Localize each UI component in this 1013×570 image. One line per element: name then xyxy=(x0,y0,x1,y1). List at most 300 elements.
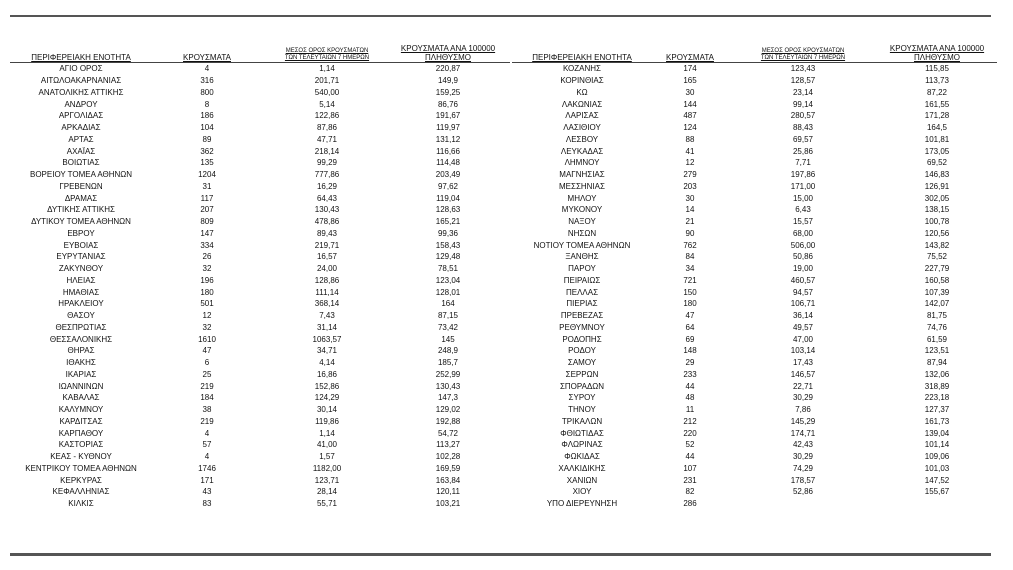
region-cell: ΦΛΩΡΙΝΑΣ xyxy=(561,440,603,450)
cases-cell: 47 xyxy=(685,311,695,321)
cases-cell: 220 xyxy=(683,428,697,438)
left-table-body xyxy=(10,63,510,510)
region-cell: ΔΥΤΙΚΟΥ ΤΟΜΕΑ ΑΘΗΝΩΝ xyxy=(31,217,131,227)
per-100k-cell: 149,9 xyxy=(437,76,459,86)
per-100k-cell: 100,78 xyxy=(924,217,950,227)
region-cell: ΠΑΡΟΥ xyxy=(568,264,596,274)
region-cell: ΘΗΡΑΣ xyxy=(67,346,95,356)
header-cases: ΚΡΟΥΣΜΑΤΑ xyxy=(183,53,231,62)
table-row xyxy=(512,169,997,181)
region-cell: ΚΑΡΔΙΤΣΑΣ xyxy=(59,416,103,426)
cases-cell: 83 xyxy=(202,499,212,509)
region-cell: ΚΕΦΑΛΛΗΝΙΑΣ xyxy=(52,487,110,497)
per-100k-cell: 120,56 xyxy=(924,228,950,238)
table-row xyxy=(512,357,997,369)
avg-7-days-cell: 368,14 xyxy=(314,299,340,309)
avg-7-days-cell: 19,00 xyxy=(792,264,814,274)
cases-cell: 316 xyxy=(200,76,214,86)
avg-7-days-cell: 49,57 xyxy=(792,322,814,332)
table-row xyxy=(10,157,510,169)
avg-7-days-cell: 146,57 xyxy=(790,369,816,379)
avg-7-days-cell: 1182,00 xyxy=(312,463,342,473)
avg-7-days-cell: 128,57 xyxy=(790,76,816,86)
table-row xyxy=(10,439,510,451)
per-100k-cell: 147,3 xyxy=(437,393,459,403)
region-cell: ΛΗΜΝΟΥ xyxy=(564,158,600,168)
table-row xyxy=(10,275,510,287)
table-row xyxy=(512,286,997,298)
table-row xyxy=(10,357,510,369)
right-table-header xyxy=(512,36,997,63)
header-avg-line2: ΤΩΝ ΤΕΛΕΥΤΑΙΩΝ 7 ΗΜΕΡΩΝ xyxy=(760,55,846,61)
region-cell: ΑΡΚΑΔΙΑΣ xyxy=(61,123,101,133)
cases-cell: 1204 xyxy=(198,170,216,180)
avg-7-days-cell: 47,71 xyxy=(316,134,338,144)
cases-cell: 44 xyxy=(685,381,695,391)
cases-cell: 90 xyxy=(685,228,695,238)
per-100k-cell: 54,72 xyxy=(437,428,459,438)
cases-cell: 30 xyxy=(685,87,695,97)
table-row xyxy=(512,181,997,193)
cases-cell: 207 xyxy=(200,205,214,215)
cases-cell: 89 xyxy=(202,134,212,144)
table-row xyxy=(512,75,997,87)
cases-cell: 57 xyxy=(202,440,212,450)
per-100k-cell: 81,75 xyxy=(926,311,948,321)
table-row xyxy=(10,369,510,381)
cases-cell: 487 xyxy=(683,111,697,121)
per-100k-cell: 160,58 xyxy=(924,275,950,285)
cases-cell: 800 xyxy=(200,87,214,97)
region-cell: ΝΟΤΙΟΥ ΤΟΜΕΑ ΑΘΗΝΩΝ xyxy=(533,240,631,250)
avg-7-days-cell: 68,00 xyxy=(792,228,814,238)
per-100k-cell: 129,02 xyxy=(435,405,461,415)
cases-cell: 219 xyxy=(200,381,214,391)
per-100k-cell: 171,28 xyxy=(924,111,950,121)
cases-cell: 31 xyxy=(202,181,212,191)
per-100k-cell: 109,06 xyxy=(924,452,950,462)
region-cell: ΦΘΙΩΤΙΔΑΣ xyxy=(560,428,604,438)
avg-7-days-cell: 87,86 xyxy=(316,123,338,133)
avg-7-days-cell: 15,57 xyxy=(792,217,814,227)
table-row xyxy=(512,87,997,99)
per-100k-cell: 252,99 xyxy=(435,369,461,379)
cases-cell: 11 xyxy=(685,405,695,415)
per-100k-cell: 87,15 xyxy=(437,311,459,321)
per-100k-cell: 113,73 xyxy=(925,76,949,86)
per-100k-cell: 302,05 xyxy=(924,193,950,203)
cases-cell: 88 xyxy=(685,134,695,144)
avg-7-days-cell: 1063,57 xyxy=(312,334,342,344)
avg-7-days-cell: 4,14 xyxy=(319,358,335,368)
region-cell: ΛΕΥΚΑΔΑΣ xyxy=(560,146,604,156)
table-row xyxy=(512,134,997,146)
table-row xyxy=(512,122,997,134)
table-row xyxy=(512,110,997,122)
cases-cell: 6 xyxy=(204,358,210,368)
table-row xyxy=(10,216,510,228)
per-100k-cell: 119,97 xyxy=(436,123,460,133)
table-row xyxy=(512,380,997,392)
avg-7-days-cell: 219,71 xyxy=(314,240,340,250)
per-100k-cell: 123,04 xyxy=(435,275,461,285)
table-row xyxy=(512,204,997,216)
avg-7-days-cell: 122,86 xyxy=(314,111,340,121)
table-row xyxy=(10,474,510,486)
per-100k-cell: 185,7 xyxy=(437,358,459,368)
cases-cell: 52 xyxy=(685,440,695,450)
table-row xyxy=(512,486,997,498)
avg-7-days-cell: 42,43 xyxy=(792,440,814,450)
avg-7-days-cell: 31,14 xyxy=(316,322,338,332)
cases-cell: 38 xyxy=(202,405,212,415)
region-cell: ΑΓΙΟ ΟΡΟΣ xyxy=(59,64,103,74)
region-cell: ΝΑΞΟΥ xyxy=(568,217,596,227)
avg-7-days-cell: 506,00 xyxy=(790,240,816,250)
cases-cell: 107 xyxy=(683,463,697,473)
per-100k-cell: 146,83 xyxy=(924,170,950,180)
cases-cell: 84 xyxy=(685,252,695,262)
per-100k-cell: 159,25 xyxy=(435,87,461,97)
cases-cell: 82 xyxy=(685,487,695,497)
per-100k-cell: 87,22 xyxy=(926,87,948,97)
per-100k-cell: 227,79 xyxy=(924,264,950,274)
avg-7-days-cell: 36,14 xyxy=(792,311,814,321)
cases-cell: 334 xyxy=(200,240,214,250)
header-avg-7-days xyxy=(728,48,878,62)
region-cell: ΚΙΛΚΙΣ xyxy=(68,499,94,509)
cases-cell: 150 xyxy=(683,287,697,297)
table-row xyxy=(10,463,510,475)
cases-cell: 47 xyxy=(202,346,212,356)
avg-7-days-cell: 106,71 xyxy=(790,299,816,309)
region-cell: ΜΑΓΝΗΣΙΑΣ xyxy=(559,170,605,180)
table-row xyxy=(512,404,997,416)
header-region: ΠΕΡΙΦΕΡΕΙΑΚΗ ΕΝΟΤΗΤΑ xyxy=(532,53,632,62)
region-cell: ΚΕΡΚΥΡΑΣ xyxy=(60,475,102,485)
table-row xyxy=(10,404,510,416)
avg-7-days-cell: 30,14 xyxy=(316,405,338,415)
avg-7-days-cell: 1,14 xyxy=(319,428,335,438)
table-row xyxy=(512,239,997,251)
region-cell: ΗΜΑΘΙΑΣ xyxy=(62,287,100,297)
cases-cell: 286 xyxy=(683,499,697,509)
table-row xyxy=(10,333,510,345)
cases-cell: 12 xyxy=(685,158,695,168)
region-cell: ΠΙΕΡΙΑΣ xyxy=(566,299,598,309)
table-row xyxy=(10,345,510,357)
table-row xyxy=(512,392,997,404)
region-cell: ΚΟΖΑΝΗΣ xyxy=(562,64,602,74)
per-100k-cell: 120,11 xyxy=(436,487,460,497)
cases-cell: 180 xyxy=(200,287,214,297)
bottom-rule xyxy=(10,553,991,556)
table-row xyxy=(512,439,997,451)
cases-cell: 147 xyxy=(200,228,214,238)
header-avg-line1: ΜΕΣΟΣ ΟΡΟΣ ΚΡΟΥΣΜΑΤΩΝ xyxy=(285,48,369,54)
avg-7-days-cell: 145,29 xyxy=(790,416,816,426)
per-100k-cell: 130,43 xyxy=(435,381,461,391)
cases-cell: 203 xyxy=(683,181,697,191)
cases-cell: 231 xyxy=(683,475,697,485)
cases-cell: 30 xyxy=(685,193,695,203)
left-table xyxy=(10,36,510,510)
right-table-body xyxy=(512,63,997,510)
avg-7-days-cell: 17,43 xyxy=(792,358,814,368)
region-cell: ΑΡΓΟΛΙΔΑΣ xyxy=(58,111,104,121)
table-row xyxy=(10,134,510,146)
region-cell: ΜΗΛΟΥ xyxy=(567,193,597,203)
header-per-100k xyxy=(878,44,996,62)
per-100k-cell: 142,07 xyxy=(924,299,950,309)
cases-cell: 1746 xyxy=(198,463,216,473)
cases-cell: 196 xyxy=(200,275,214,285)
cases-cell: 362 xyxy=(200,146,214,156)
cases-cell: 4 xyxy=(204,428,210,438)
region-cell: ΤΗΝΟΥ xyxy=(568,405,596,415)
region-cell: ΒΟΡΕΙΟΥ ΤΟΜΕΑ ΑΘΗΝΩΝ xyxy=(29,170,133,180)
table-row xyxy=(512,498,997,510)
table-row xyxy=(512,474,997,486)
region-cell: ΣΕΡΡΩΝ xyxy=(565,369,599,379)
table-row xyxy=(512,345,997,357)
per-100k-cell: 74,76 xyxy=(926,322,948,332)
avg-7-days-cell: 171,00 xyxy=(790,181,816,191)
table-row xyxy=(10,145,510,157)
per-100k-cell: 173,05 xyxy=(924,146,950,156)
per-100k-cell: 163,84 xyxy=(435,475,461,485)
table-row xyxy=(10,192,510,204)
per-100k-cell: 101,81 xyxy=(924,134,950,144)
cases-cell: 124 xyxy=(683,123,697,133)
cases-cell: 4 xyxy=(204,64,210,74)
cases-cell: 14 xyxy=(685,205,695,215)
avg-7-days-cell: 89,43 xyxy=(316,228,338,238)
cases-cell: 69 xyxy=(685,334,695,344)
avg-7-days-cell: 99,29 xyxy=(316,158,338,168)
region-cell: ΡΟΔΟΠΗΣ xyxy=(562,334,602,344)
table-row xyxy=(512,463,997,475)
avg-7-days-cell: 540,00 xyxy=(314,87,340,97)
region-cell: ΦΩΚΙΔΑΣ xyxy=(564,452,600,462)
table-row xyxy=(10,63,510,75)
avg-7-days-cell: 16,29 xyxy=(316,181,338,191)
cases-cell: 32 xyxy=(202,264,212,274)
cases-cell: 12 xyxy=(202,311,212,321)
cases-cell: 501 xyxy=(200,299,214,309)
table-row xyxy=(512,298,997,310)
region-cell: ΚΑΛΥΜΝΟΥ xyxy=(58,405,104,415)
avg-7-days-cell: 99,14 xyxy=(792,99,814,109)
table-row xyxy=(512,451,997,463)
table-row xyxy=(512,228,997,240)
cases-cell: 721 xyxy=(683,275,697,285)
per-100k-cell: 128,63 xyxy=(435,205,461,215)
per-100k-cell: 145 xyxy=(441,334,455,344)
header-per100k-line1: ΚΡΟΥΣΜΑΤΑ ΑΝΑ 100000 xyxy=(400,44,496,53)
avg-7-days-cell: 7,86 xyxy=(795,405,811,415)
cases-cell: 34 xyxy=(685,264,695,274)
header-per-100k xyxy=(392,44,504,62)
table-row xyxy=(512,251,997,263)
region-cell: ΚΑΣΤΟΡΙΑΣ xyxy=(58,440,104,450)
per-100k-cell: 169,59 xyxy=(435,463,461,473)
per-100k-cell: 143,82 xyxy=(924,240,950,250)
region-cell: ΑΡΤΑΣ xyxy=(68,134,94,144)
header-avg-line1: ΜΕΣΟΣ ΟΡΟΣ ΚΡΟΥΣΜΑΤΩΝ xyxy=(761,48,845,54)
avg-7-days-cell: 6,43 xyxy=(795,205,811,215)
table-row xyxy=(10,122,510,134)
region-cell: ΡΕΘΥΜΝΟΥ xyxy=(559,322,605,332)
region-cell: ΚΕΑΣ - ΚΥΘΝΟΥ xyxy=(50,452,112,462)
table-row xyxy=(10,392,510,404)
region-cell: ΜΕΣΣΗΝΙΑΣ xyxy=(559,181,605,191)
cases-cell: 762 xyxy=(683,240,697,250)
avg-7-days-cell: 201,71 xyxy=(314,76,340,86)
per-100k-cell: 113,27 xyxy=(436,440,460,450)
avg-7-days-cell: 23,14 xyxy=(792,87,814,97)
region-cell: ΛΑΚΩΝΙΑΣ xyxy=(561,99,603,109)
avg-7-days-cell: 22,71 xyxy=(792,381,814,391)
table-row xyxy=(512,263,997,275)
per-100k-cell: 191,67 xyxy=(435,111,461,121)
region-cell: ΚΩ xyxy=(576,87,588,97)
avg-7-days-cell: 280,57 xyxy=(790,111,816,121)
per-100k-cell: 318,89 xyxy=(924,381,950,391)
avg-7-days-cell: 47,00 xyxy=(792,334,814,344)
table-row xyxy=(512,98,997,110)
avg-7-days-cell: 152,86 xyxy=(314,381,340,391)
region-cell: ΓΡΕΒΕΝΩΝ xyxy=(59,181,103,191)
table-row xyxy=(512,427,997,439)
per-100k-cell: 78,51 xyxy=(437,264,459,274)
region-cell: ΔΥΤΙΚΗΣ ΑΤΤΙΚΗΣ xyxy=(47,205,115,215)
table-row xyxy=(512,63,997,75)
avg-7-days-cell: 128,86 xyxy=(314,275,340,285)
table-row xyxy=(512,275,997,287)
avg-7-days-cell: 7,43 xyxy=(319,311,335,321)
per-100k-cell: 161,55 xyxy=(924,99,950,109)
avg-7-days-cell: 41,00 xyxy=(316,440,338,450)
table-row xyxy=(512,333,997,345)
table-row xyxy=(10,98,510,110)
per-100k-cell: 99,36 xyxy=(437,228,459,238)
cases-cell: 4 xyxy=(204,452,210,462)
avg-7-days-cell: 94,57 xyxy=(792,287,814,297)
per-100k-cell: 69,52 xyxy=(926,158,948,168)
table-row xyxy=(10,298,510,310)
header-cases: ΚΡΟΥΣΜΑΤΑ xyxy=(666,53,714,62)
header-region: ΠΕΡΙΦΕΡΕΙΑΚΗ ΕΝΟΤΗΤΑ xyxy=(31,53,131,62)
header-avg-line2: ΤΩΝ ΤΕΛΕΥΤΑΙΩΝ 7 ΗΜΕΡΩΝ xyxy=(284,55,370,61)
avg-7-days-cell: 88,43 xyxy=(792,123,814,133)
per-100k-cell: 128,01 xyxy=(435,287,461,297)
cases-cell: 32 xyxy=(202,322,212,332)
per-100k-cell: 147,52 xyxy=(924,475,950,485)
table-row xyxy=(10,110,510,122)
table-row xyxy=(10,322,510,334)
avg-7-days-cell: 16,86 xyxy=(316,369,338,379)
per-100k-cell: 61,59 xyxy=(926,334,948,344)
per-100k-cell: 101,14 xyxy=(924,440,950,450)
cases-cell: 165 xyxy=(683,76,697,86)
header-avg-7-days xyxy=(262,48,392,62)
region-cell: ΡΟΔΟΥ xyxy=(568,346,596,356)
region-cell: ΘΑΣΟΥ xyxy=(67,311,95,321)
region-cell: ΣΠΟΡΑΔΩΝ xyxy=(559,381,605,391)
table-row xyxy=(10,286,510,298)
per-100k-cell: 129,48 xyxy=(435,252,461,262)
cases-cell: 1610 xyxy=(198,334,216,344)
avg-7-days-cell: 24,00 xyxy=(316,264,338,274)
header-per100k-line2: ΠΛΗΘΥΣΜΟ xyxy=(424,53,472,62)
avg-7-days-cell: 5,14 xyxy=(319,99,335,109)
avg-7-days-cell: 478,86 xyxy=(314,217,340,227)
region-cell: ΑΧΑΪΑΣ xyxy=(66,146,96,156)
per-100k-cell: 131,12 xyxy=(435,134,461,144)
cases-cell: 26 xyxy=(202,252,212,262)
table-row xyxy=(512,322,997,334)
avg-7-days-cell: 28,14 xyxy=(316,487,338,497)
table-row xyxy=(10,75,510,87)
region-cell: ΠΕΙΡΑΙΩΣ xyxy=(563,275,601,285)
avg-7-days-cell: 30,29 xyxy=(792,452,814,462)
region-cell: ΚΑΡΠΑΘΟΥ xyxy=(58,428,104,438)
per-100k-cell: 75,52 xyxy=(926,252,948,262)
avg-7-days-cell: 7,71 xyxy=(795,158,811,168)
avg-7-days-cell: 130,43 xyxy=(314,205,340,215)
region-cell: ΠΕΛΛΑΣ xyxy=(565,287,599,297)
region-cell: ΕΥΒΟΙΑΣ xyxy=(63,240,99,250)
table-row xyxy=(10,498,510,510)
avg-7-days-cell: 103,14 xyxy=(790,346,816,356)
avg-7-days-cell: 1,14 xyxy=(319,64,335,74)
avg-7-days-cell: 64,43 xyxy=(316,193,338,203)
avg-7-days-cell: 1,57 xyxy=(319,452,335,462)
avg-7-days-cell: 174,71 xyxy=(790,428,816,438)
per-100k-cell: 138,15 xyxy=(924,205,950,215)
cases-cell: 44 xyxy=(685,452,695,462)
avg-7-days-cell: 16,57 xyxy=(316,252,338,262)
per-100k-cell: 97,62 xyxy=(437,181,459,191)
region-cell: ΚΟΡΙΝΘΙΑΣ xyxy=(560,76,604,86)
avg-7-days-cell: 119,86 xyxy=(315,416,339,426)
region-cell: ΛΑΡΙΣΑΣ xyxy=(565,111,599,121)
right-table xyxy=(512,36,997,510)
header-per100k-line1: ΚΡΟΥΣΜΑΤΑ ΑΝΑ 100000 xyxy=(889,44,985,53)
per-100k-cell: 102,28 xyxy=(435,452,461,462)
per-100k-cell: 73,42 xyxy=(437,322,459,332)
cases-cell: 104 xyxy=(200,123,214,133)
table-row xyxy=(10,427,510,439)
cases-cell: 186 xyxy=(200,111,214,121)
table-row xyxy=(512,216,997,228)
table-row xyxy=(10,181,510,193)
table-row xyxy=(512,145,997,157)
per-100k-cell: 158,43 xyxy=(435,240,461,250)
region-cell: ΜΥΚΟΝΟΥ xyxy=(561,205,603,215)
cases-cell: 8 xyxy=(204,99,210,109)
table-row xyxy=(512,416,997,428)
cases-cell: 135 xyxy=(200,158,214,168)
region-cell: ΔΡΑΜΑΣ xyxy=(64,193,98,203)
region-cell: ΑΝΑΤΟΛΙΚΗΣ ΑΤΤΙΚΗΣ xyxy=(38,87,124,97)
cases-cell: 171 xyxy=(200,475,214,485)
left-table-header xyxy=(10,36,510,63)
per-100k-cell: 126,91 xyxy=(924,181,950,191)
table-row xyxy=(512,369,997,381)
cases-cell: 279 xyxy=(683,170,697,180)
